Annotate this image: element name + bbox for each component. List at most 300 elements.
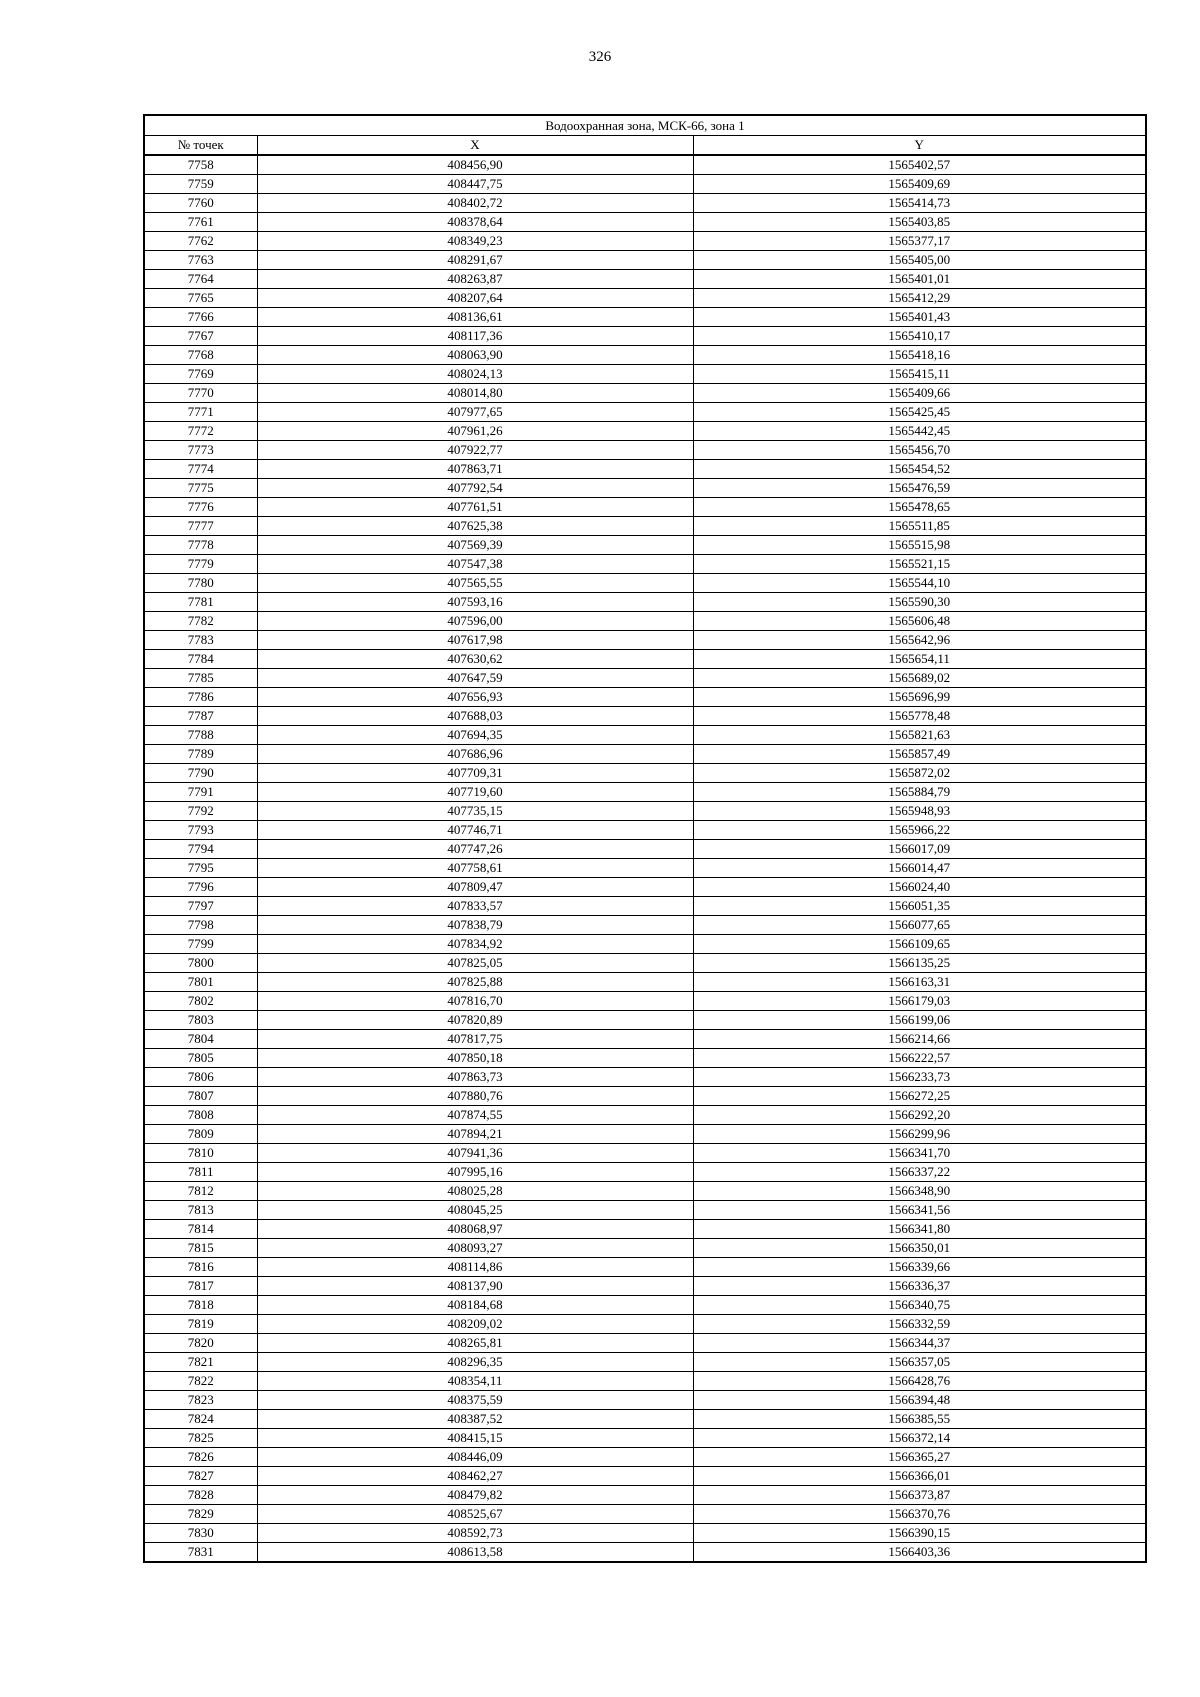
y-coordinate-cell: 1565857,49 — [693, 745, 1146, 764]
point-number-cell: 7814 — [144, 1220, 257, 1239]
y-coordinate-cell: 1566403,36 — [693, 1543, 1146, 1563]
point-number-cell: 7777 — [144, 517, 257, 536]
point-number-cell: 7815 — [144, 1239, 257, 1258]
point-number-cell: 7800 — [144, 954, 257, 973]
point-number-cell: 7791 — [144, 783, 257, 802]
table-row — [144, 441, 1146, 460]
point-number-cell: 7831 — [144, 1543, 257, 1563]
point-number-cell: 7778 — [144, 536, 257, 555]
table-row — [144, 365, 1146, 384]
table-row — [144, 840, 1146, 859]
table-row — [144, 1220, 1146, 1239]
table-row — [144, 1144, 1146, 1163]
point-number-cell: 7782 — [144, 612, 257, 631]
x-coordinate-cell: 407809,47 — [257, 878, 693, 897]
table-row — [144, 1125, 1146, 1144]
y-coordinate-cell: 1566350,01 — [693, 1239, 1146, 1258]
point-number-cell: 7771 — [144, 403, 257, 422]
x-coordinate-cell: 408613,58 — [257, 1543, 693, 1563]
table-row — [144, 802, 1146, 821]
x-coordinate-cell: 407817,75 — [257, 1030, 693, 1049]
x-coordinate-cell: 408024,13 — [257, 365, 693, 384]
y-coordinate-cell: 1565515,98 — [693, 536, 1146, 555]
x-coordinate-cell: 407656,93 — [257, 688, 693, 707]
table-row — [144, 422, 1146, 441]
table-row — [144, 707, 1146, 726]
table-row — [144, 1201, 1146, 1220]
y-coordinate-cell: 1565478,65 — [693, 498, 1146, 517]
point-number-cell: 7825 — [144, 1429, 257, 1448]
table-row — [144, 1182, 1146, 1201]
x-coordinate-cell: 407735,15 — [257, 802, 693, 821]
y-coordinate-cell: 1565884,79 — [693, 783, 1146, 802]
table-row — [144, 1467, 1146, 1486]
table-row — [144, 1353, 1146, 1372]
x-coordinate-cell: 407547,38 — [257, 555, 693, 574]
x-coordinate-cell: 407825,05 — [257, 954, 693, 973]
point-number-cell: 7768 — [144, 346, 257, 365]
y-coordinate-cell: 1565377,17 — [693, 232, 1146, 251]
table-caption-row — [144, 115, 1146, 136]
x-coordinate-cell: 407833,57 — [257, 897, 693, 916]
y-coordinate-cell: 1565590,30 — [693, 593, 1146, 612]
point-number-cell: 7822 — [144, 1372, 257, 1391]
point-number-cell: 7785 — [144, 669, 257, 688]
y-coordinate-cell: 1566341,56 — [693, 1201, 1146, 1220]
y-coordinate-cell: 1565456,70 — [693, 441, 1146, 460]
point-number-cell: 7810 — [144, 1144, 257, 1163]
x-coordinate-cell: 408045,25 — [257, 1201, 693, 1220]
x-coordinate-cell: 408063,90 — [257, 346, 693, 365]
point-number-cell: 7769 — [144, 365, 257, 384]
x-coordinate-cell: 407761,51 — [257, 498, 693, 517]
point-number-cell: 7784 — [144, 650, 257, 669]
x-coordinate-cell: 408415,15 — [257, 1429, 693, 1448]
table-row — [144, 897, 1146, 916]
table-row — [144, 574, 1146, 593]
y-coordinate-cell: 1566337,22 — [693, 1163, 1146, 1182]
y-coordinate-cell: 1566299,96 — [693, 1125, 1146, 1144]
table-row — [144, 155, 1146, 175]
point-number-cell: 7805 — [144, 1049, 257, 1068]
table-row — [144, 1106, 1146, 1125]
x-coordinate-cell: 408525,67 — [257, 1505, 693, 1524]
table-row — [144, 1277, 1146, 1296]
table-row — [144, 1334, 1146, 1353]
x-coordinate-cell: 408447,75 — [257, 175, 693, 194]
point-number-cell: 7821 — [144, 1353, 257, 1372]
table-row — [144, 1011, 1146, 1030]
x-coordinate-cell: 407825,88 — [257, 973, 693, 992]
y-coordinate-cell: 1566024,40 — [693, 878, 1146, 897]
y-coordinate-cell: 1566179,03 — [693, 992, 1146, 1011]
point-number-cell: 7808 — [144, 1106, 257, 1125]
point-number-cell: 7824 — [144, 1410, 257, 1429]
x-coordinate-cell: 407647,59 — [257, 669, 693, 688]
y-coordinate-cell: 1566344,37 — [693, 1334, 1146, 1353]
x-coordinate-cell: 408025,28 — [257, 1182, 693, 1201]
y-coordinate-cell: 1566077,65 — [693, 916, 1146, 935]
x-coordinate-cell: 407686,96 — [257, 745, 693, 764]
table-row — [144, 175, 1146, 194]
point-number-cell: 7773 — [144, 441, 257, 460]
table-row — [144, 935, 1146, 954]
table-row — [144, 403, 1146, 422]
coordinates-table — [143, 114, 1147, 1563]
point-number-cell: 7787 — [144, 707, 257, 726]
y-coordinate-cell: 1566394,48 — [693, 1391, 1146, 1410]
x-coordinate-cell: 408354,11 — [257, 1372, 693, 1391]
table-row — [144, 631, 1146, 650]
point-number-cell: 7817 — [144, 1277, 257, 1296]
y-coordinate-cell: 1565442,45 — [693, 422, 1146, 441]
point-number-cell: 7806 — [144, 1068, 257, 1087]
table-caption: Водоохранная зона, МСК-66, зона 1 — [144, 115, 1146, 136]
table-row — [144, 916, 1146, 935]
point-number-cell: 7762 — [144, 232, 257, 251]
table-row — [144, 688, 1146, 707]
y-coordinate-cell: 1566336,37 — [693, 1277, 1146, 1296]
point-number-cell: 7809 — [144, 1125, 257, 1144]
point-number-cell: 7798 — [144, 916, 257, 935]
y-coordinate-cell: 1565409,69 — [693, 175, 1146, 194]
point-number-cell: 7761 — [144, 213, 257, 232]
x-coordinate-cell: 408456,90 — [257, 155, 693, 175]
x-coordinate-cell: 407977,65 — [257, 403, 693, 422]
table-row — [144, 1429, 1146, 1448]
y-coordinate-cell: 1565872,02 — [693, 764, 1146, 783]
x-coordinate-cell: 407820,89 — [257, 1011, 693, 1030]
table-row — [144, 1315, 1146, 1334]
table-row — [144, 745, 1146, 764]
page-number: 326 — [588, 49, 612, 65]
y-coordinate-cell: 1566341,70 — [693, 1144, 1146, 1163]
table-row — [144, 954, 1146, 973]
point-number-cell: 7795 — [144, 859, 257, 878]
point-number-cell: 7792 — [144, 802, 257, 821]
point-number-cell: 7775 — [144, 479, 257, 498]
point-number-cell: 7763 — [144, 251, 257, 270]
point-number-cell: 7799 — [144, 935, 257, 954]
x-coordinate-cell: 408137,90 — [257, 1277, 693, 1296]
y-coordinate-cell: 1566292,20 — [693, 1106, 1146, 1125]
y-coordinate-cell: 1566109,65 — [693, 935, 1146, 954]
x-coordinate-cell: 408479,82 — [257, 1486, 693, 1505]
y-coordinate-cell: 1566372,14 — [693, 1429, 1146, 1448]
y-coordinate-cell: 1566214,66 — [693, 1030, 1146, 1049]
table-row — [144, 460, 1146, 479]
table-body — [144, 155, 1146, 1562]
table-row — [144, 1239, 1146, 1258]
x-coordinate-cell: 408375,59 — [257, 1391, 693, 1410]
y-coordinate-cell: 1565414,73 — [693, 194, 1146, 213]
x-coordinate-cell: 407569,39 — [257, 536, 693, 555]
x-coordinate-cell: 407758,61 — [257, 859, 693, 878]
point-number-cell: 7829 — [144, 1505, 257, 1524]
y-coordinate-cell: 1565418,16 — [693, 346, 1146, 365]
point-number-cell: 7820 — [144, 1334, 257, 1353]
point-number-cell: 7801 — [144, 973, 257, 992]
point-number-cell: 7766 — [144, 308, 257, 327]
x-coordinate-cell: 408402,72 — [257, 194, 693, 213]
table-row — [144, 1372, 1146, 1391]
x-coordinate-cell: 407894,21 — [257, 1125, 693, 1144]
y-coordinate-cell: 1566339,66 — [693, 1258, 1146, 1277]
y-coordinate-cell: 1565405,00 — [693, 251, 1146, 270]
header-point-number: № точек — [144, 136, 257, 156]
y-coordinate-cell: 1566390,15 — [693, 1524, 1146, 1543]
x-coordinate-cell: 408014,80 — [257, 384, 693, 403]
table-row — [144, 1087, 1146, 1106]
x-coordinate-cell: 407630,62 — [257, 650, 693, 669]
y-coordinate-cell: 1565689,02 — [693, 669, 1146, 688]
table-row — [144, 764, 1146, 783]
table-row — [144, 232, 1146, 251]
x-coordinate-cell: 407816,70 — [257, 992, 693, 1011]
point-number-cell: 7780 — [144, 574, 257, 593]
point-number-cell: 7794 — [144, 840, 257, 859]
table-row — [144, 289, 1146, 308]
x-coordinate-cell: 408117,36 — [257, 327, 693, 346]
x-coordinate-cell: 407709,31 — [257, 764, 693, 783]
point-number-cell: 7789 — [144, 745, 257, 764]
y-coordinate-cell: 1566385,55 — [693, 1410, 1146, 1429]
y-coordinate-cell: 1566340,75 — [693, 1296, 1146, 1315]
point-number-cell: 7758 — [144, 155, 257, 175]
table-row — [144, 878, 1146, 897]
x-coordinate-cell: 407688,03 — [257, 707, 693, 726]
x-coordinate-cell: 407863,73 — [257, 1068, 693, 1087]
x-coordinate-cell: 408387,52 — [257, 1410, 693, 1429]
point-number-cell: 7802 — [144, 992, 257, 1011]
point-number-cell: 7764 — [144, 270, 257, 289]
x-coordinate-cell: 407565,55 — [257, 574, 693, 593]
y-coordinate-cell: 1566135,25 — [693, 954, 1146, 973]
point-number-cell: 7776 — [144, 498, 257, 517]
point-number-cell: 7767 — [144, 327, 257, 346]
y-coordinate-cell: 1565948,93 — [693, 802, 1146, 821]
point-number-cell: 7793 — [144, 821, 257, 840]
table-row — [144, 973, 1146, 992]
table-row — [144, 783, 1146, 802]
point-number-cell: 7827 — [144, 1467, 257, 1486]
table-row — [144, 194, 1146, 213]
table-row — [144, 1391, 1146, 1410]
table-row — [144, 327, 1146, 346]
y-coordinate-cell: 1565403,85 — [693, 213, 1146, 232]
x-coordinate-cell: 408209,02 — [257, 1315, 693, 1334]
table-row — [144, 1258, 1146, 1277]
header-y: Y — [693, 136, 1146, 156]
y-coordinate-cell: 1566272,25 — [693, 1087, 1146, 1106]
table-row — [144, 612, 1146, 631]
table-row — [144, 308, 1146, 327]
y-coordinate-cell: 1565821,63 — [693, 726, 1146, 745]
point-number-cell: 7790 — [144, 764, 257, 783]
x-coordinate-cell: 407995,16 — [257, 1163, 693, 1182]
point-number-cell: 7772 — [144, 422, 257, 441]
x-coordinate-cell: 408114,86 — [257, 1258, 693, 1277]
x-coordinate-cell: 407850,18 — [257, 1049, 693, 1068]
x-coordinate-cell: 407694,35 — [257, 726, 693, 745]
x-coordinate-cell: 408592,73 — [257, 1524, 693, 1543]
y-coordinate-cell: 1565696,99 — [693, 688, 1146, 707]
x-coordinate-cell: 408446,09 — [257, 1448, 693, 1467]
y-coordinate-cell: 1565409,66 — [693, 384, 1146, 403]
x-coordinate-cell: 408093,27 — [257, 1239, 693, 1258]
table-row — [144, 251, 1146, 270]
point-number-cell: 7804 — [144, 1030, 257, 1049]
point-number-cell: 7813 — [144, 1201, 257, 1220]
x-coordinate-cell: 407746,71 — [257, 821, 693, 840]
y-coordinate-cell: 1566051,35 — [693, 897, 1146, 916]
x-coordinate-cell: 407617,98 — [257, 631, 693, 650]
table-row — [144, 1163, 1146, 1182]
point-number-cell: 7786 — [144, 688, 257, 707]
point-number-cell: 7823 — [144, 1391, 257, 1410]
point-number-cell: 7811 — [144, 1163, 257, 1182]
point-number-cell: 7816 — [144, 1258, 257, 1277]
x-coordinate-cell: 408462,27 — [257, 1467, 693, 1486]
x-coordinate-cell: 408184,68 — [257, 1296, 693, 1315]
table-row — [144, 593, 1146, 612]
table-row — [144, 270, 1146, 289]
x-coordinate-cell: 408291,67 — [257, 251, 693, 270]
point-number-cell: 7796 — [144, 878, 257, 897]
y-coordinate-cell: 1566233,73 — [693, 1068, 1146, 1087]
x-coordinate-cell: 408136,61 — [257, 308, 693, 327]
y-coordinate-cell: 1565476,59 — [693, 479, 1146, 498]
y-coordinate-cell: 1566357,05 — [693, 1353, 1146, 1372]
y-coordinate-cell: 1566428,76 — [693, 1372, 1146, 1391]
x-coordinate-cell: 408296,35 — [257, 1353, 693, 1372]
point-number-cell: 7807 — [144, 1087, 257, 1106]
y-coordinate-cell: 1565642,96 — [693, 631, 1146, 650]
table-row — [144, 555, 1146, 574]
y-coordinate-cell: 1565521,15 — [693, 555, 1146, 574]
table-row — [144, 479, 1146, 498]
y-coordinate-cell: 1565454,52 — [693, 460, 1146, 479]
y-coordinate-cell: 1566014,47 — [693, 859, 1146, 878]
point-number-cell: 7830 — [144, 1524, 257, 1543]
table-row — [144, 650, 1146, 669]
y-coordinate-cell: 1566365,27 — [693, 1448, 1146, 1467]
point-number-cell: 7759 — [144, 175, 257, 194]
x-coordinate-cell: 408207,64 — [257, 289, 693, 308]
x-coordinate-cell: 407834,92 — [257, 935, 693, 954]
y-coordinate-cell: 1566222,57 — [693, 1049, 1146, 1068]
y-coordinate-cell: 1565415,11 — [693, 365, 1146, 384]
y-coordinate-cell: 1565544,10 — [693, 574, 1146, 593]
x-coordinate-cell: 407941,36 — [257, 1144, 693, 1163]
x-coordinate-cell: 407874,55 — [257, 1106, 693, 1125]
x-coordinate-cell: 407792,54 — [257, 479, 693, 498]
table-row — [144, 726, 1146, 745]
x-coordinate-cell: 407961,26 — [257, 422, 693, 441]
point-number-cell: 7774 — [144, 460, 257, 479]
y-coordinate-cell: 1565401,43 — [693, 308, 1146, 327]
point-number-cell: 7770 — [144, 384, 257, 403]
y-coordinate-cell: 1566348,90 — [693, 1182, 1146, 1201]
y-coordinate-cell: 1565425,45 — [693, 403, 1146, 422]
y-coordinate-cell: 1566370,76 — [693, 1505, 1146, 1524]
table-row — [144, 517, 1146, 536]
x-coordinate-cell: 407596,00 — [257, 612, 693, 631]
table-row — [144, 1486, 1146, 1505]
x-coordinate-cell: 408378,64 — [257, 213, 693, 232]
x-coordinate-cell: 408068,97 — [257, 1220, 693, 1239]
table-row — [144, 859, 1146, 878]
header-x: X — [257, 136, 693, 156]
table-row — [144, 498, 1146, 517]
y-coordinate-cell: 1566332,59 — [693, 1315, 1146, 1334]
y-coordinate-cell: 1566199,06 — [693, 1011, 1146, 1030]
point-number-cell: 7826 — [144, 1448, 257, 1467]
point-number-cell: 7828 — [144, 1486, 257, 1505]
point-number-cell: 7819 — [144, 1315, 257, 1334]
point-number-cell: 7783 — [144, 631, 257, 650]
point-number-cell: 7803 — [144, 1011, 257, 1030]
y-coordinate-cell: 1566017,09 — [693, 840, 1146, 859]
x-coordinate-cell: 407625,38 — [257, 517, 693, 536]
point-number-cell: 7812 — [144, 1182, 257, 1201]
point-number-cell: 7779 — [144, 555, 257, 574]
table-row — [144, 384, 1146, 403]
y-coordinate-cell: 1565654,11 — [693, 650, 1146, 669]
table-row — [144, 536, 1146, 555]
y-coordinate-cell: 1565410,17 — [693, 327, 1146, 346]
x-coordinate-cell: 407880,76 — [257, 1087, 693, 1106]
x-coordinate-cell: 407719,60 — [257, 783, 693, 802]
x-coordinate-cell: 407863,71 — [257, 460, 693, 479]
y-coordinate-cell: 1565606,48 — [693, 612, 1146, 631]
point-number-cell: 7818 — [144, 1296, 257, 1315]
table-row — [144, 1543, 1146, 1563]
x-coordinate-cell: 408349,23 — [257, 232, 693, 251]
x-coordinate-cell: 407922,77 — [257, 441, 693, 460]
table-row — [144, 1505, 1146, 1524]
table-row — [144, 1524, 1146, 1543]
y-coordinate-cell: 1565401,01 — [693, 270, 1146, 289]
x-coordinate-cell: 407747,26 — [257, 840, 693, 859]
point-number-cell: 7797 — [144, 897, 257, 916]
x-coordinate-cell: 407838,79 — [257, 916, 693, 935]
point-number-cell: 7781 — [144, 593, 257, 612]
table-row — [144, 213, 1146, 232]
y-coordinate-cell: 1566341,80 — [693, 1220, 1146, 1239]
y-coordinate-cell: 1566163,31 — [693, 973, 1146, 992]
y-coordinate-cell: 1566373,87 — [693, 1486, 1146, 1505]
x-coordinate-cell: 408265,81 — [257, 1334, 693, 1353]
table-row — [144, 1296, 1146, 1315]
table-row — [144, 1410, 1146, 1429]
point-number-cell: 7788 — [144, 726, 257, 745]
point-number-cell: 7765 — [144, 289, 257, 308]
x-coordinate-cell: 408263,87 — [257, 270, 693, 289]
x-coordinate-cell: 407593,16 — [257, 593, 693, 612]
point-number-cell: 7760 — [144, 194, 257, 213]
table-row — [144, 1030, 1146, 1049]
y-coordinate-cell: 1565778,48 — [693, 707, 1146, 726]
y-coordinate-cell: 1565966,22 — [693, 821, 1146, 840]
table-row — [144, 821, 1146, 840]
y-coordinate-cell: 1565402,57 — [693, 155, 1146, 175]
table-row — [144, 1068, 1146, 1087]
y-coordinate-cell: 1566366,01 — [693, 1467, 1146, 1486]
table-row — [144, 992, 1146, 1011]
table-row — [144, 669, 1146, 688]
table-row — [144, 1049, 1146, 1068]
